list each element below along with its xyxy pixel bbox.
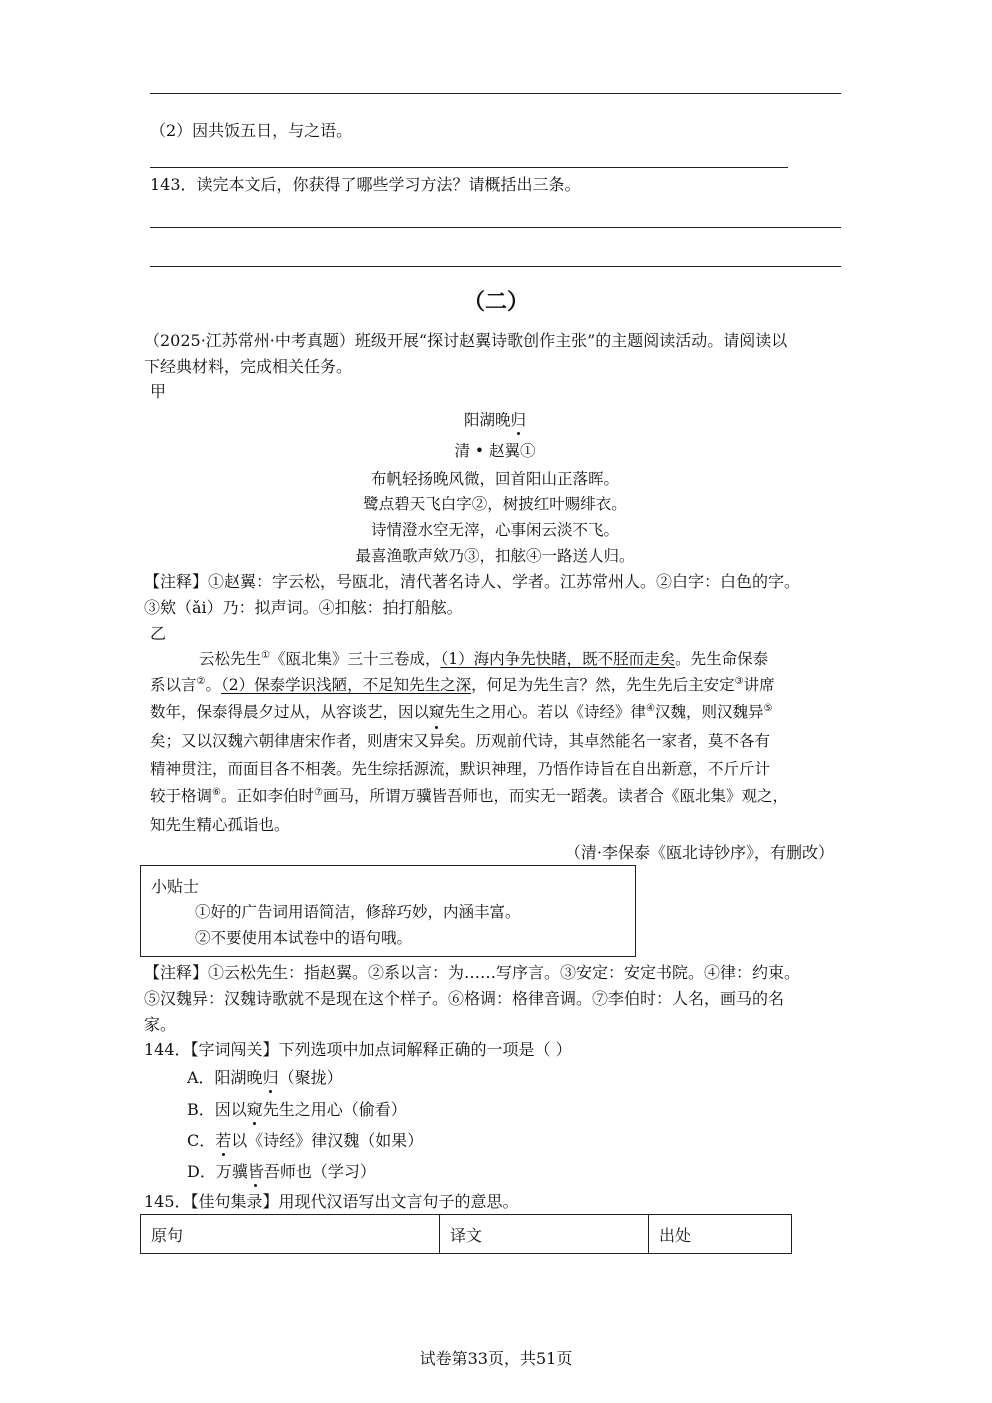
answer-line xyxy=(150,167,788,168)
table-header-original: 原句 xyxy=(141,1215,440,1254)
option-c[interactable]: C．若以《诗经》律汉魏（如果） xyxy=(187,1128,423,1151)
question-145: 145．【佳句集录】用现代汉语写出文言句子的意思。 xyxy=(144,1192,519,1211)
intro-line-2: 下经典材料，完成相关任务。 xyxy=(144,357,353,376)
note-2-line-1: 【注释】①云松先生：指赵翼。②系以言：为……写序言。③安定：安定书院。④律：约束。 xyxy=(144,963,801,982)
table-row xyxy=(141,1215,792,1254)
question-143: 143．读完本文后，你获得了哪些学习方法？请概括出三条。 xyxy=(150,175,581,194)
answer-line xyxy=(150,93,841,94)
translation-table xyxy=(140,1214,792,1254)
prose-line-5: 精神贯注，而面目各不相袭。先生综括源流，默识神理，乃悟作诗旨在自出新意，不斤斤计 xyxy=(150,760,771,778)
tip-item-1: ①好的广告词用语简洁，修辞巧妙，内涵丰富。 xyxy=(195,903,521,921)
question-142-part-2: （2）因共饭五日，与之语。 xyxy=(150,121,353,140)
prose-line-2: 系以言②。（2）保泰学识浅陋，不足知先生之深，何足为先生言？然，先生先后主安定③讲席 xyxy=(150,676,775,695)
poem-line-1: 布帆轻扬晚风微，回首阳山正落晖。 xyxy=(370,470,619,488)
label-jia: 甲 xyxy=(150,382,167,401)
prose-line-6: 较于格调⑥。正如李伯时⑦画马，所谓万骥皆吾师也，而实无一蹈袭。读者合《瓯北集》观之， xyxy=(150,787,788,806)
note-2-line-2: ⑤汉魏异：汉魏诗歌就不是现在这个样子。⑥格调：格律音调。⑦李伯时：人名，画马的名 xyxy=(144,989,785,1008)
note-2-line-3: 家。 xyxy=(144,1015,177,1034)
prose-source: （清·李保泰《瓯北诗钞序》，有删改） xyxy=(564,843,834,862)
section-title: （二） xyxy=(462,289,529,315)
question-144: 144．【字词闯关】下列选项中加点词解释正确的一项是（ ） xyxy=(144,1040,572,1059)
prose-line-7: 知先生精心孤诣也。 xyxy=(150,816,290,834)
table-header-source: 出处 xyxy=(649,1215,792,1254)
note-1-line-1: 【注释】①赵翼：字云松，号瓯北，清代著名诗人、学者。江苏常州人。②白字：白色的字。 xyxy=(144,572,801,591)
tip-title: 小贴士 xyxy=(151,877,200,896)
tip-box xyxy=(140,865,636,957)
page-footer: 试卷第33页，共51页 xyxy=(419,1349,573,1368)
prose-line-1: 云松先生①《瓯北集》三十三卷成，（1）海内争先快睹，既不胫而走矣。先生命保泰 xyxy=(199,650,769,669)
poem-title: 阳湖晚归 xyxy=(150,408,840,430)
poem-line-3: 诗情澄水空无滓，心事闲云淡不飞。 xyxy=(370,521,619,539)
prose-line-3: 数年，保泰得晨夕过从，从容谈艺，因以窥先生之用心。若以《诗经》律④汉魏，则汉魏异⑤ xyxy=(150,702,773,724)
poem-line-4: 最喜渔歌声欸乃③，扣舷④一路送人归。 xyxy=(355,547,635,565)
poem-author: 清 • 赵翼① xyxy=(454,442,536,460)
option-d[interactable]: D．万骥皆吾师也（学习） xyxy=(187,1159,376,1182)
answer-line xyxy=(150,266,841,267)
option-b[interactable]: B．因以窥先生之用心（偷看） xyxy=(187,1097,407,1120)
label-yi: 乙 xyxy=(150,624,167,643)
option-a[interactable]: A．阳湖晚归（聚拢） xyxy=(187,1065,343,1088)
tip-item-2: ②不要使用本试卷中的语句哦。 xyxy=(195,929,413,947)
note-1-line-2: ③欸（ǎi）乃：拟声词。④扣舷：拍打船舷。 xyxy=(144,598,463,617)
answer-line xyxy=(150,227,841,228)
poem-line-2: 鹭点碧天飞白字②，树披红叶赐绯衣。 xyxy=(363,495,627,513)
prose-line-4: 矣；又以汉魏六朝律唐宋作者，则唐宋又异矣。历观前代诗，其卓然能名一家者，莫不各有 xyxy=(150,732,771,750)
table-header-translation: 译文 xyxy=(440,1215,649,1254)
intro-line-1: （2025·江苏常州·中考真题）班级开展“探讨赵翼诗歌创作主张”的主题阅读活动。请阅读以 xyxy=(144,331,788,350)
